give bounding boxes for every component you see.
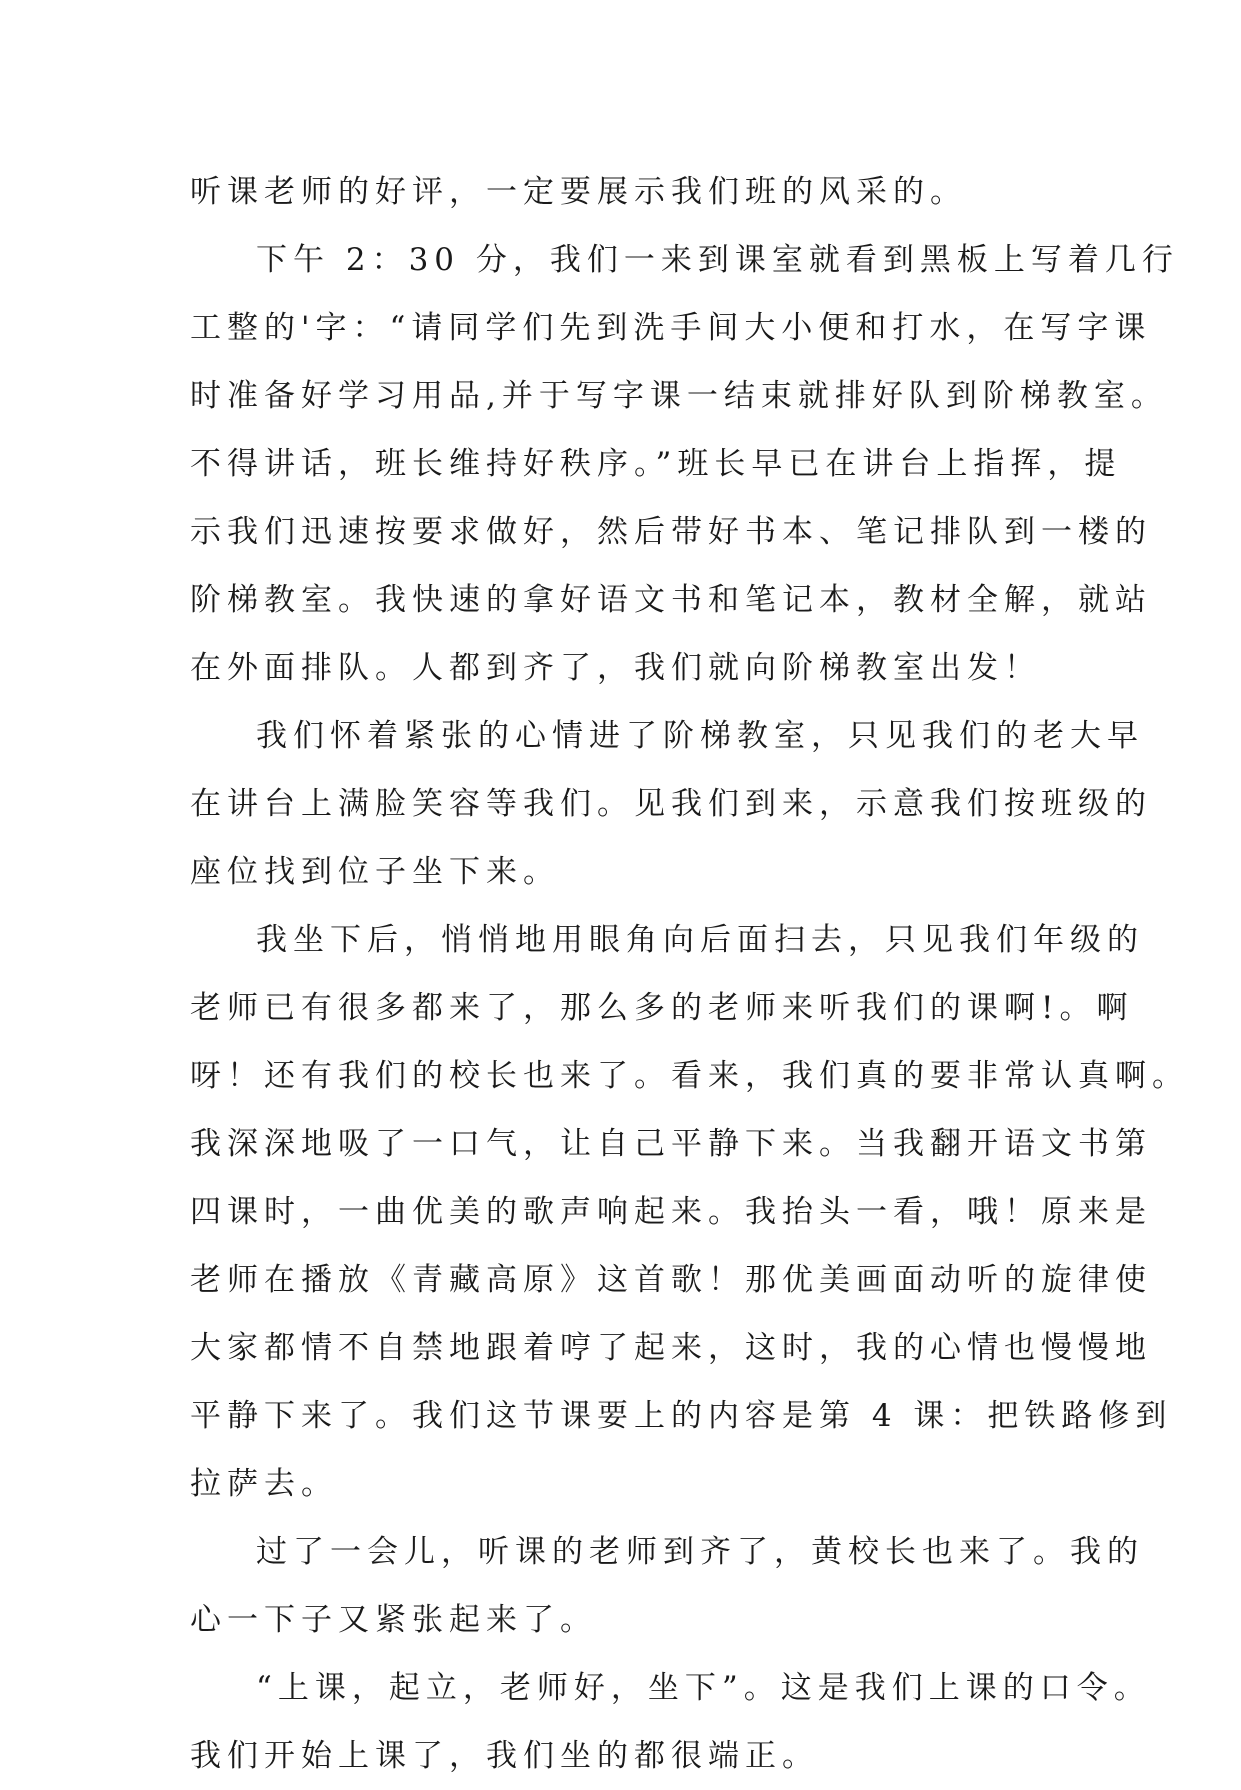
text-line: 听课老师的好评，一定要展示我们班的风采的。 <box>190 174 967 210</box>
text-line: 示我们迅速按要求做好，然后带好书本、笔记排队到一楼的 <box>190 514 1152 550</box>
text-line: 心一下子又紧张起来了。 <box>190 1602 597 1638</box>
text-line: 呀！还有我们的校长也来了。看来，我们真的要非常认真啊。 <box>190 1058 1189 1094</box>
text-line: 我们开始上课了，我们坐的都很端正。 <box>190 1738 819 1774</box>
text-line: 时准备好学习用品,并于写字课一结束就排好队到阶梯教室。 <box>190 378 1168 414</box>
text-line: 座位找到位子坐下来。 <box>190 854 560 890</box>
text-line: 不得讲话，班长维持好秩序。”班长早已在讲台上指挥，提 <box>190 446 1122 482</box>
text-line: 阶梯教室。我快速的拿好语文书和笔记本，教材全解，就站 <box>190 582 1152 618</box>
paragraph-start-line: 我们怀着紧张的心情进了阶梯教室，只见我们的老大早 <box>256 718 1144 754</box>
text-line: 平静下来了。我们这节课要上的内容是第 4 课：把铁路修到 <box>190 1398 1173 1434</box>
paragraph-start-line: 我坐下后，悄悄地用眼角向后面扫去，只见我们年级的 <box>256 922 1144 958</box>
paragraph-start-line: “上课，起立，老师好，坐下”。这是我们上课的口令。 <box>256 1670 1151 1706</box>
text-line: 拉萨去。 <box>190 1466 338 1502</box>
text-line: 工整的'字：“请同学们先到洗手间大小便和打水，在写字课 <box>190 310 1152 346</box>
text-line: 我深深地吸了一口气，让自己平静下来。当我翻开语文书第 <box>190 1126 1152 1162</box>
document-body <box>190 158 1189 1790</box>
text-line: 四课时，一曲优美的歌声响起来。我抬头一看，哦！原来是 <box>190 1194 1152 1230</box>
text-line: 大家都情不自禁地跟着哼了起来，这时，我的心情也慢慢地 <box>190 1330 1152 1366</box>
text-line: 在讲台上满脸笑容等我们。见我们到来，示意我们按班级的 <box>190 786 1152 822</box>
text-line: 老师已有很多都来了，那么多的老师来听我们的课啊!。啊 <box>190 990 1134 1026</box>
text-line: 老师在播放《青藏高原》这首歌！那优美画面动听的旋律使 <box>190 1262 1152 1298</box>
paragraph-start-line: 下午 2：30 分，我们一来到课室就看到黑板上写着几行 <box>256 242 1179 278</box>
text-line: 在外面排队。人都到齐了，我们就向阶梯教室出发！ <box>190 650 1041 686</box>
paragraph-start-line: 过了一会儿，听课的老师到齐了，黄校长也来了。我的 <box>256 1534 1144 1570</box>
